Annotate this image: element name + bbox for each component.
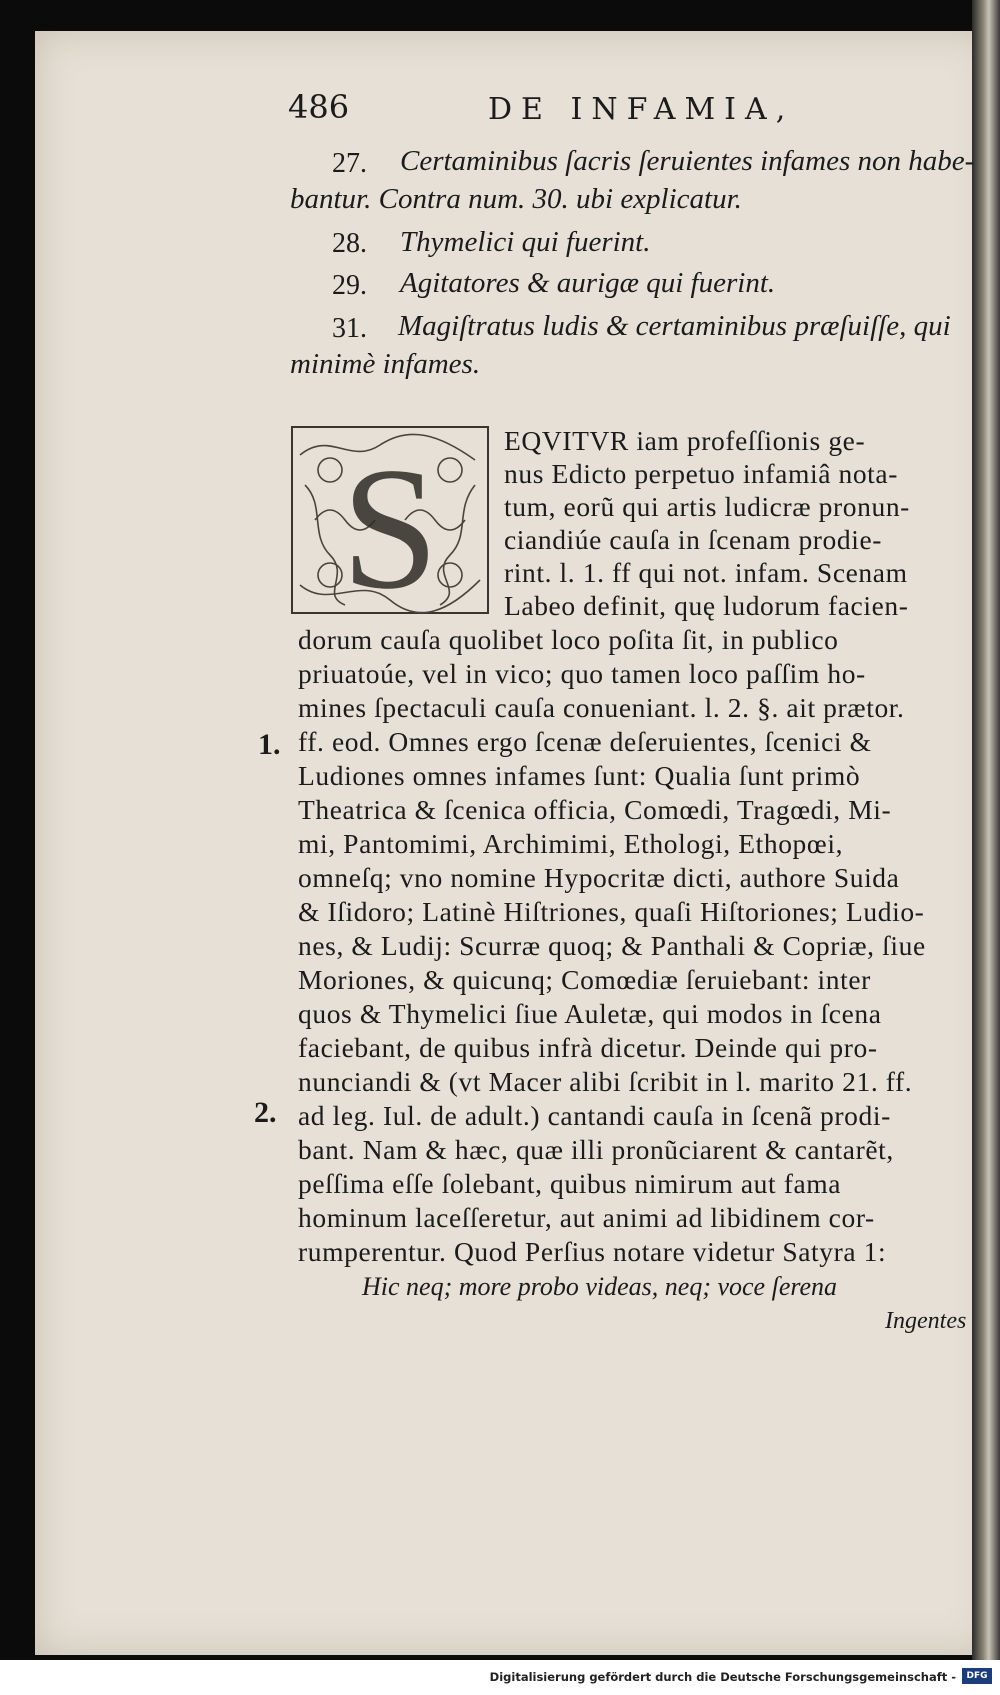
- body-line: nus Edicto perpetuo infamiâ nota-: [504, 458, 898, 489]
- catchword: Ingentes: [885, 1308, 967, 1334]
- footer-bar: [0, 1660, 1000, 1695]
- body-line: faciebant, de quibus infrà dicetur. Deinde qui pro-: [298, 1032, 878, 1063]
- summary-num: 27.: [332, 148, 367, 179]
- decorated-initial: [290, 425, 490, 615]
- summary-line: bantur. Contra num. 30. ubi explicatur.: [290, 183, 742, 215]
- body-line: ff. eod. Omnes ergo ſcenæ deſeruientes, ſcenici &: [298, 726, 872, 757]
- body-line: priuatoúe, vel in vico; quo tamen loco paſſim ho-: [298, 658, 866, 689]
- body-line: & Iſidoro; Latinè Hiſtriones, quaſi Hiſtoriones; Ludio-: [298, 896, 925, 927]
- body-line: Ludiones omnes infames ſunt: Qualia ſunt primò: [298, 760, 861, 791]
- body-line: tum, eorũ qui artis ludicræ pronun-: [504, 491, 910, 522]
- initial-letter: S: [341, 431, 439, 615]
- summary-line: Magiſtratus ludis & certaminibus præſuiſſe, qui: [398, 310, 951, 342]
- body-line: mines ſpectaculi cauſa conueniant. l. 2. §. ait prætor.: [298, 692, 905, 723]
- body-line: omneſq; vno nomine Hypocritæ dicti, authore Suida: [298, 862, 900, 893]
- body-line: dorum cauſa quolibet loco poſita ſit, in publico: [298, 624, 839, 655]
- body-line: rumperentur. Quod Perſius notare videtur Satyra 1:: [298, 1236, 887, 1267]
- body-line: quos & Thymelici ſiue Auletæ, qui modos in ſcena: [298, 998, 882, 1029]
- summary-line: Agitatores & aurigæ qui fuerint.: [400, 267, 776, 299]
- margin-note: 1.: [258, 728, 281, 761]
- margin-note: 2.: [254, 1096, 277, 1129]
- body-line: nes, & Ludij: Scurræ quoq; & Panthali & Copriæ, ſiue: [298, 930, 926, 961]
- summary-num: 28.: [332, 228, 367, 259]
- summary-num: 31.: [332, 313, 367, 344]
- body-line: ad leg. Iul. de adult.) cantandi cauſa in ſcenã prodi-: [298, 1100, 891, 1131]
- body-line: ciandiúe cauſa in ſcenam prodie-: [504, 524, 883, 555]
- summary-line: minimè infames.: [290, 348, 481, 380]
- body-line: EQVITVR iam profeſſionis ge-: [504, 425, 866, 456]
- body-line: hominum laceſſeretur, aut animi ad libidinem cor-: [298, 1202, 875, 1233]
- body-line: Moriones, & quicunq; Comœdiæ ſeruiebant: inter: [298, 964, 871, 995]
- footer-credit: Digitalisierung gefördert durch die Deutsche Forschungsgemeinschaft -: [489, 1670, 956, 1684]
- body-line: rint. l. 1. ff qui not. infam. Scenam: [504, 557, 908, 588]
- body-line: Labeo definit, quę ludorum facien-: [504, 590, 909, 621]
- body-line: Theatrica & ſcenica officia, Comœdi, Tragœdi, Mi-: [298, 794, 892, 825]
- page-number: 486: [288, 88, 350, 126]
- summary-num: 29.: [332, 270, 367, 301]
- body-line: bant. Nam & hæc, quæ illi pronũciarent & cantarẽt,: [298, 1134, 894, 1165]
- running-title: DE INFAMIA,: [488, 92, 795, 127]
- verse-line: Hic neq; more probo videas, neq; voce ſerena: [362, 1272, 838, 1301]
- page-edge: [972, 0, 1000, 1660]
- body-line: nunciandi & (vt Macer alibi ſcribit in l. marito 21. ff.: [298, 1066, 913, 1097]
- summary-line: Certaminibus ſacris ſeruientes infames non habe-: [400, 145, 975, 177]
- body-line: peſſima eſſe ſolebant, quibus nimirum aut fama: [298, 1168, 842, 1199]
- dfg-logo: DFG: [962, 1668, 992, 1684]
- summary-line: Thymelici qui fuerint.: [400, 226, 651, 258]
- body-line: mi, Pantomimi, Archimimi, Ethologi, Ethopœi,: [298, 828, 844, 859]
